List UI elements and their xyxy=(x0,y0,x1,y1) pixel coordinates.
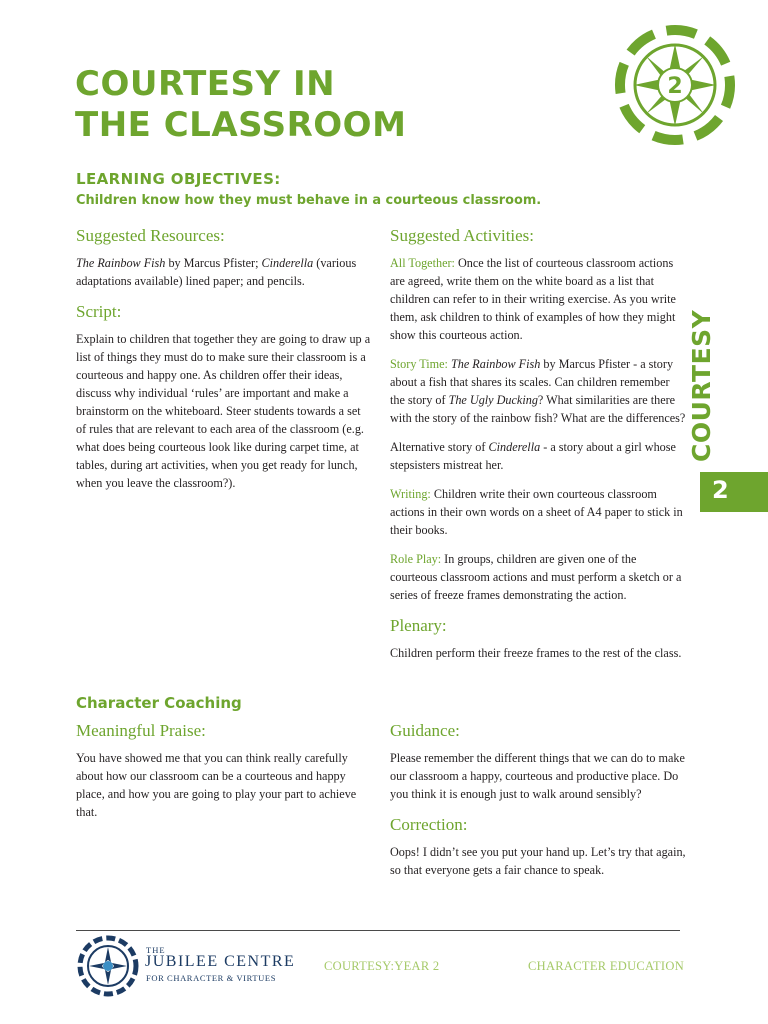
guidance-heading: Guidance: xyxy=(390,721,460,740)
left-column xyxy=(76,225,372,503)
praise-heading: Meaningful Praise: xyxy=(76,721,206,740)
role-play-lead: Role Play: xyxy=(390,552,442,566)
resources-text xyxy=(76,254,372,290)
writing-lead: Writing: xyxy=(390,487,431,501)
story-time-book: The Rainbow Fish xyxy=(450,357,541,371)
all-together-lead: All Together: xyxy=(390,256,455,270)
plenary-heading: Plenary: xyxy=(390,616,447,635)
logo-text-sub: FOR CHARACTER & VIRTUES xyxy=(146,973,277,983)
script-text: Explain to children that together they are going to draw up a list of things they must do to make sure their classroom is a courteous and happy one. As children offer their ideas, discuss why individual ‘rules’ are important and make a brainstorm on the whiteboard. Steer students towards a set of rules that are relevant to each area of the classroom (e.g. what does being courteous look like during carpet time, at tables, during art activities, when you get ready for lunch, when you leave the classroom?). xyxy=(76,332,371,490)
all-together-text: Once the list of courteous classroom actions are agreed, write them on the white board as a list that children can refer to in their writing exercise. As you write them, ask children to think of examples of how they might show this courteous action. xyxy=(390,256,676,342)
resources-heading: Suggested Resources: xyxy=(76,226,225,245)
guidance-text: Please remember the different things that we can do to make our classroom a happy, courteous and productive place. Do you think it is enough just to walk around sensibly? xyxy=(390,751,685,801)
resources-rest: (various adaptations available) lined paper; and pencils. xyxy=(76,256,357,288)
side-tab-number: 2 xyxy=(712,476,729,504)
coaching-right-column xyxy=(390,720,686,890)
title-line-2: THE CLASSROOM xyxy=(75,105,407,145)
story-time-book-2: The Ugly Ducking xyxy=(448,393,538,407)
writing-text: Children write their own courteous classroom actions in their own words on a sheet of A4 paper to stick in their books. xyxy=(390,487,683,537)
correction-heading: Correction: xyxy=(390,815,468,834)
logo-text-the: THE xyxy=(146,945,166,955)
badge-number: 2 xyxy=(667,74,683,99)
year-badge-icon xyxy=(612,22,738,148)
resources-book-1: The Rainbow Fish xyxy=(76,256,166,270)
praise-text: You have showed me that you can think really carefully about how our classroom can be a courteous and happy place, and how you are going to play your part to achieve that. xyxy=(76,751,357,819)
activities-heading: Suggested Activities: xyxy=(390,226,535,245)
script-heading: Script: xyxy=(76,302,122,321)
footer-divider xyxy=(76,930,680,931)
resources-by: by Marcus Pfister; xyxy=(165,256,262,270)
objectives-text: Children know how they must behave in a courteous classroom. xyxy=(76,193,542,208)
role-play-text: In groups, children are given one of the courteous classroom actions and must perform a sketch or a series of freeze frames demonstrating the action. xyxy=(390,552,682,602)
alternative-book: Cinderella xyxy=(488,440,541,454)
story-time-text-2: ? What similarities are there with the story of the rainbow fish? What are the differences? xyxy=(390,393,686,425)
coaching-heading: Character Coaching xyxy=(76,694,242,712)
side-tab-word: COURTESY xyxy=(687,309,716,462)
correction-text: Oops! I didn’t see you put your hand up. Let’s try that again, so that everyone gets a fair chance to speak. xyxy=(390,845,686,877)
story-time-text-1: by Marcus Pfister - a story about a fish that shares its scales. Can children remember the story of xyxy=(390,357,674,407)
activity-role-play xyxy=(390,550,686,604)
activity-story-time xyxy=(390,355,686,427)
jubilee-centre-logo-icon xyxy=(77,935,139,997)
footer-series-label: CHARACTER EDUCATION xyxy=(528,959,685,973)
alternative-text: - a story about a girl whose stepsisters mistreat her. xyxy=(390,440,676,472)
alternative-prefix: Alternative story of xyxy=(390,440,489,454)
coaching-left-column xyxy=(76,720,372,832)
page-title xyxy=(75,64,595,146)
activity-alternative xyxy=(390,438,686,474)
objectives-heading: LEARNING OBJECTIVES: xyxy=(76,170,281,188)
right-column xyxy=(390,225,686,673)
activity-all-together xyxy=(390,254,686,344)
plenary-text: Children perform their freeze frames to the rest of the class. xyxy=(390,646,682,660)
footer-section-label: COURTESY:YEAR 2 xyxy=(324,959,440,973)
side-tab-block xyxy=(700,472,768,512)
activity-writing xyxy=(390,485,686,539)
story-time-lead: Story Time: xyxy=(390,357,448,371)
logo-text-main: JUBILEE CENTRE xyxy=(145,953,296,970)
resources-book-2: Cinderella xyxy=(261,256,314,270)
title-line-1: COURTESY IN xyxy=(75,64,336,104)
